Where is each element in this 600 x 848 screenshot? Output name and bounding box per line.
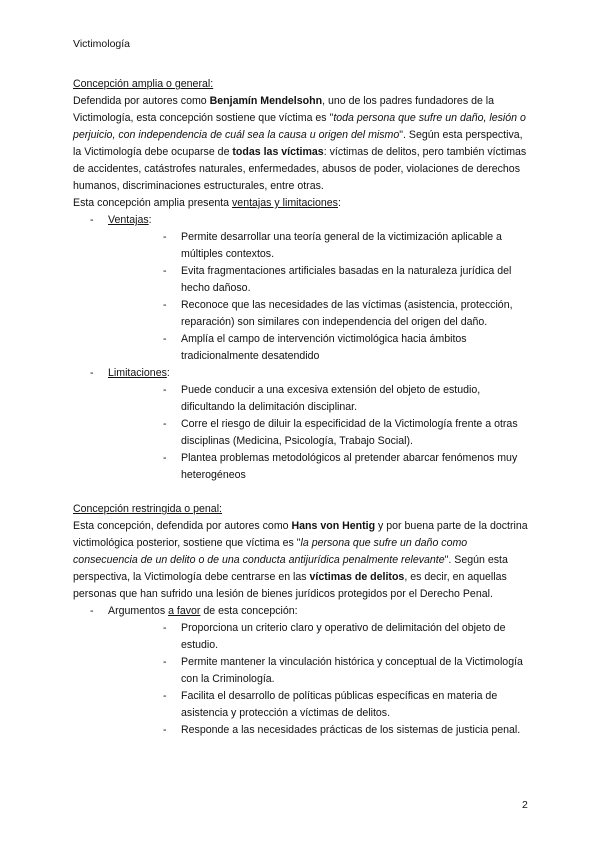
- text-run: Esta concepción, defendida por autores como: [73, 520, 292, 532]
- text-run: todas las víctimas: [232, 146, 324, 158]
- text-run: ". Según esta perspectiva, la Victimología debe centrarse en las: [73, 554, 508, 583]
- text-run: Benjamín Mendelsohn: [209, 95, 323, 107]
- list-item: - Permite desarrollar una teoría general de la victimización aplicable a múltiples contextos.: [108, 229, 533, 263]
- section-paragraph-amplia: [73, 93, 533, 195]
- list-item: - Responde a las necesidades prácticas de los sistemas de justicia penal.: [108, 722, 533, 739]
- list-item: - Puede conducir a una excesiva extensión del objeto de estudio, dificultando la delimitación disciplinar.: [108, 382, 533, 416]
- text-run: toda persona que sufre un daño, lesión o perjuicio, con independencia de cuál sea la causa u origen del mismo: [73, 112, 526, 141]
- text-run: Esta concepción amplia presenta: [73, 197, 232, 209]
- list-item: - Plantea problemas metodológicos al pretender abarcar fenómenos muy heterogéneos: [108, 450, 533, 484]
- list-item: - Reconoce que las necesidades de las víctimas (asistencia, protección, reparación) son similares con independencia del origen del daño.: [108, 297, 533, 331]
- text-run: víctimas de delitos: [309, 571, 405, 583]
- text-run: ". Según esta perspectiva, la Victimología debe ocuparse de: [73, 129, 523, 158]
- ventajas-items: [108, 229, 533, 365]
- section-heading-restringida: Concepción restringida o penal:: [73, 503, 222, 515]
- limitaciones-items: [108, 382, 533, 484]
- page-content: [73, 76, 533, 739]
- group-argumentos: - Argumentos a favor de esta concepción: - Proporciona un criterio claro y operativo de delimitación del objeto de estudio. - Permite mantener la vinculación histórica y conceptual de la Victimología con la Criminología. - Facilita el desarrollo de políticas públicas específicas en materia de asistencia y protección a víctimas de delitos. - Responde a las necesidades prácticas de los sistemas de justicia penal.: [73, 603, 533, 739]
- list-item: - Permite mantener la vinculación histórica y conceptual de la Victimología con la Criminología.: [108, 654, 533, 688]
- pros-cons-list: [73, 212, 533, 484]
- list-item: - Proporciona un criterio claro y operativo de delimitación del objeto de estudio.: [108, 620, 533, 654]
- text-run: ventajas y limitaciones: [232, 197, 338, 209]
- text-run: :: [337, 197, 341, 209]
- text-run: : víctimas de delitos, pero también víctimas de accidentes, catástrofes naturales, enfermedades, abusos de poder, violaciones de derechos humanos, discriminaciones estructurales, entre otras.: [73, 146, 527, 192]
- group-label-underlined: a favor: [168, 605, 201, 617]
- section-spacer: [73, 484, 533, 501]
- text-run: , uno de los padres fundadores de la Victimología, esta concepción sostiene que víctima es ": [73, 95, 495, 124]
- group-ventajas: - Ventajas: - Permite desarrollar una teoría general de la victimización aplicable a múltiples contextos. - Evita fragmentaciones artificiales basadas en la naturaleza jurídica del hecho dañoso. - Reconoce que las necesidades de las víctimas (asistencia, protección, reparación) son similares con independencia del origen del daño. - Amplía el campo de intervención victimológica hacia ámbitos tradicionalmente desatendido: [73, 212, 533, 365]
- argumentos-items: [108, 620, 533, 739]
- text-run: Defendida por autores como: [73, 95, 210, 107]
- list-item: - Evita fragmentaciones artificiales basadas en la naturaleza jurídica del hecho dañoso.: [108, 263, 533, 297]
- page-number: 2: [522, 799, 528, 811]
- text-run: y por buena parte de la doctrina victimológica posterior, sostiene que víctima es ": [73, 520, 528, 549]
- running-header: Victimología: [73, 38, 131, 50]
- text-run: Hans von Hentig: [291, 520, 376, 532]
- group-limitaciones: - Limitaciones: - Puede conducir a una excesiva extensión del objeto de estudio, dificultando la delimitación disciplinar. - Corre el riesgo de diluir la especificidad de la Victimología frente a otras disciplinas (Medicina, Psicología, Trabajo Social). - Plantea problemas metodológicos al pretender abarcar fenómenos muy heterogéneos: [73, 365, 533, 484]
- group-label: Limitaciones: [108, 367, 167, 379]
- arguments-list: [73, 603, 533, 739]
- list-item: - Facilita el desarrollo de políticas públicas específicas en materia de asistencia y protección a víctimas de delitos.: [108, 688, 533, 722]
- section-intro-amplia: [73, 195, 533, 212]
- section-heading-amplia: Concepción amplia o general:: [73, 78, 214, 90]
- text-run: la persona que sufre un daño como consecuencia de un delito o de una conducta antijurídica penalmente relevante: [73, 537, 468, 566]
- list-item: - Amplía el campo de intervención victimológica hacia ámbitos tradicionalmente desatendido: [108, 331, 533, 365]
- list-item: - Corre el riesgo de diluir la especificidad de la Victimología frente a otras disciplinas (Medicina, Psicología, Trabajo Social).: [108, 416, 533, 450]
- section-paragraph-restringida: [73, 518, 533, 603]
- text-run: , es decir, en aquellas personas que han sufrido una lesión de bienes jurídicos protegidos por el Derecho Penal.: [73, 571, 507, 600]
- group-label: Ventajas: [108, 214, 149, 226]
